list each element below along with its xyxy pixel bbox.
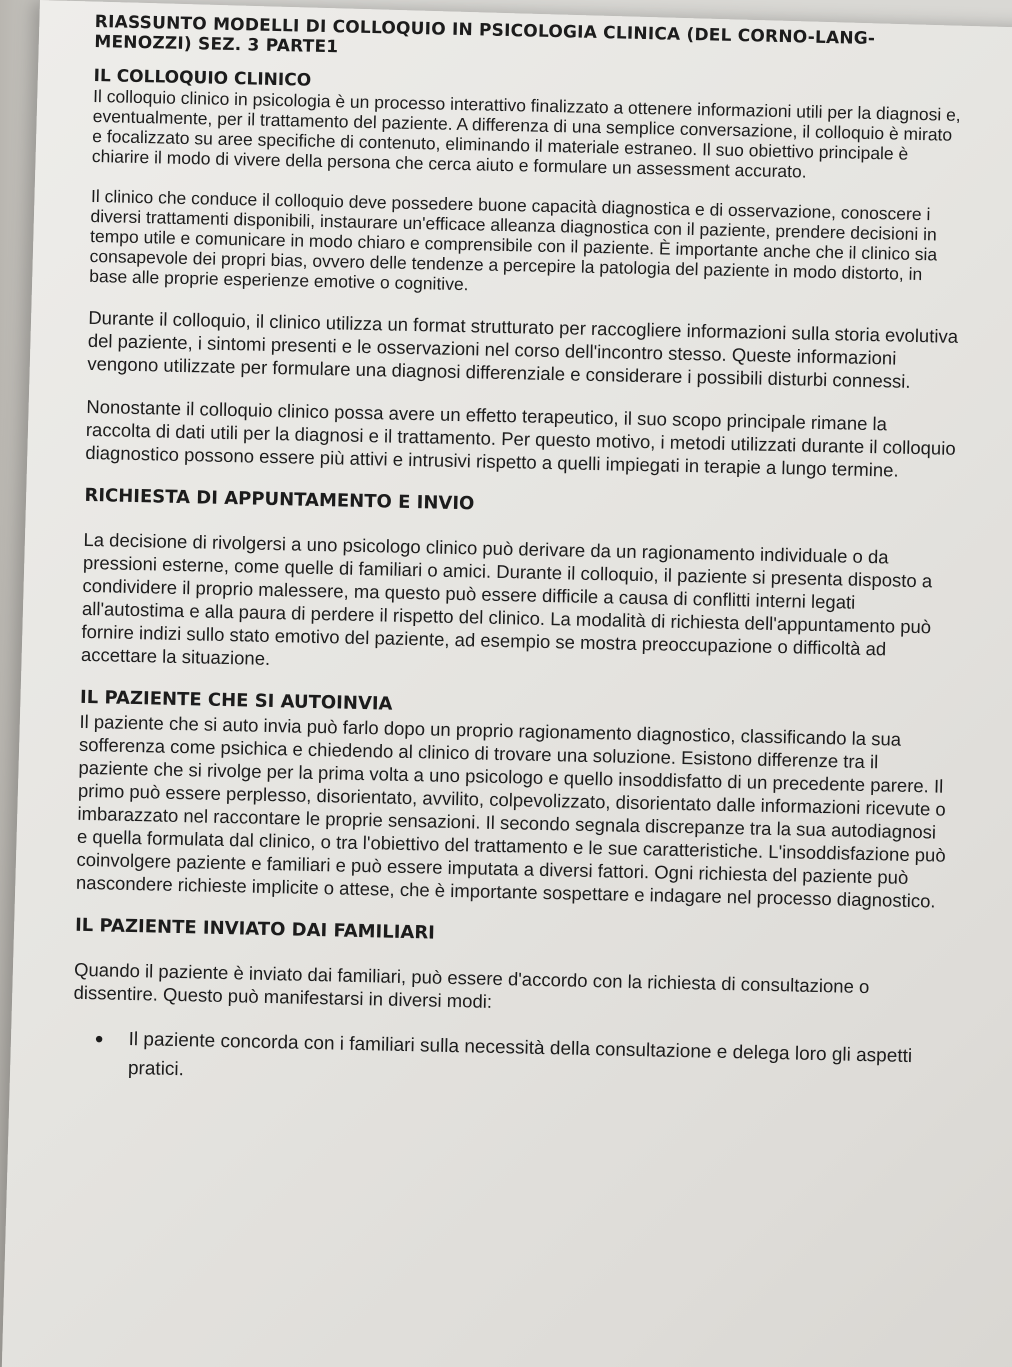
- paragraph-colloquio-1: Il colloquio clinico in psicologia è un processo interattivo finalizzato a ottenere informazioni utili per la diagnosi e, eventualmente, per il trattamento del paziente. A differenza di una semplice conversazione, il colloquio è mirato e focalizzato su aree specifiche di contenuto, eliminando il materiale estraneo. Il suo obiettivo principale è chiarire il modo di vivere della persona che cerca aiuto e formulare un assessment accurato.: [91, 85, 961, 182]
- paragraph-autoinvia: Il paziente che si auto invia può farlo dopo un proprio ragionamento diagnostico, classificando la sua sofferenza come psichica e chiedendo al clinico di trovare una soluzione. Esistono differenze tra il paziente che si rivolge per la prima volta a uno psicologo e quello insoddisfatto di un precedente parere. Il primo può essere perplesso, disorientato, avvilito, colpevolizzato, disorientato dalle informazioni ricevute o imbarazzato nel raccontare le proprie sensazioni. Il secondo segnala discrepanze tra la sua autodiagnosi e quella formulata dal clinico, o tra l'obiettivo del trattamento e le sue caratteristiche. L'insoddisfazione può coinvolgere paziente e familiari e può essere imputata a diversi fattori. Ogni richiesta del paziente può nascondere richieste implicite o attese, che è importante sospettare e indagare nel processo diagnostico.: [75, 710, 946, 912]
- section-heading-inviato-familiari: IL PAZIENTE INVIATO DAI FAMILIARI: [74, 914, 436, 944]
- paragraph-familiari: Quando il paziente è inviato dai familiari, può essere d'accordo con la richiesta di consultazione o dissentire. Questo può manifestarsi in diversi modi:: [73, 958, 870, 1012]
- document-title: RIASSUNTO MODELLI DI COLLOQUIO IN PSICOLOGIA CLINICA (DEL CORNO-LANG-MENOZZI) SEZ. 3 PARTE1: [94, 12, 876, 58]
- paragraph-colloquio-2: Il clinico che conduce il colloquio deve possedere buone capacità diagnostica e di osservazione, conoscere i diversi trattamenti disponibili, instaurare un'efficace alleanza diagnostica con il paziente, prendere decisioni in tempo utile e comunicare in modo chiaro e comprensibile con il paziente. È importante anche che il clinico sia consapevole dei propri bias, ovvero delle tendenze a percepire la patologia del paziente in modo distorto, in base alle proprie esperienze emotive o cognitive.: [89, 185, 938, 295]
- paragraph-colloquio-3: Durante il colloquio, il clinico utilizza un format strutturato per raccogliere informazioni sulla storia evolutiva del paziente, i sintomi presenti e le osservazioni nel corso dell'incontro stesso. Queste informazioni vengono utilizzate per formulare una diagnosi differenziale e considerare i possibili disturbi connessi.: [87, 306, 959, 392]
- section-heading-autoinvia: IL PAZIENTE CHE SI AUTOINVIA: [79, 686, 393, 715]
- document-content: [72, 12, 965, 1101]
- section-heading-richiesta-appuntamento: RICHIESTA DI APPUNTAMENTO E INVIO: [84, 484, 475, 515]
- section-heading-colloquio-clinico: IL COLLOQUIO CLINICO: [93, 65, 312, 91]
- paragraph-colloquio-4: Nonostante il colloquio clinico possa avere un effetto terapeutico, il suo scopo principale rimane la raccolta di dati utili per la diagnosi e il trattamento. Per questo motivo, i metodi utilizzati durante il colloquio diagnostico possono essere più attivi e intrusivi rispetto a quelli impiegati in terapie a lungo termine.: [85, 395, 956, 481]
- bullet-icon: ●: [94, 1030, 104, 1048]
- bullet-text: Il paziente concorda con i familiari sulla necessità della consultazione e delega loro gli aspetti pratici.: [127, 1028, 913, 1081]
- paragraph-richiesta: La decisione di rivolgersi a uno psicologo clinico può derivare da un ragionamento individuale o da pressioni esterne, come quelle di familiari o amici. Durante il colloquio, il paziente si presenta disposto a condividere il proprio malessere, ma questo può essere difficile a causa di conflitti interni legati all'autostima e alla paura di perdere il rispetto del clinico. La modalità di richiesta dell'appuntamento può fornire indizi sullo stato emotivo del paziente, ad esempio se mostra preoccupazione o difficoltà ad accettare la situazione.: [80, 528, 933, 669]
